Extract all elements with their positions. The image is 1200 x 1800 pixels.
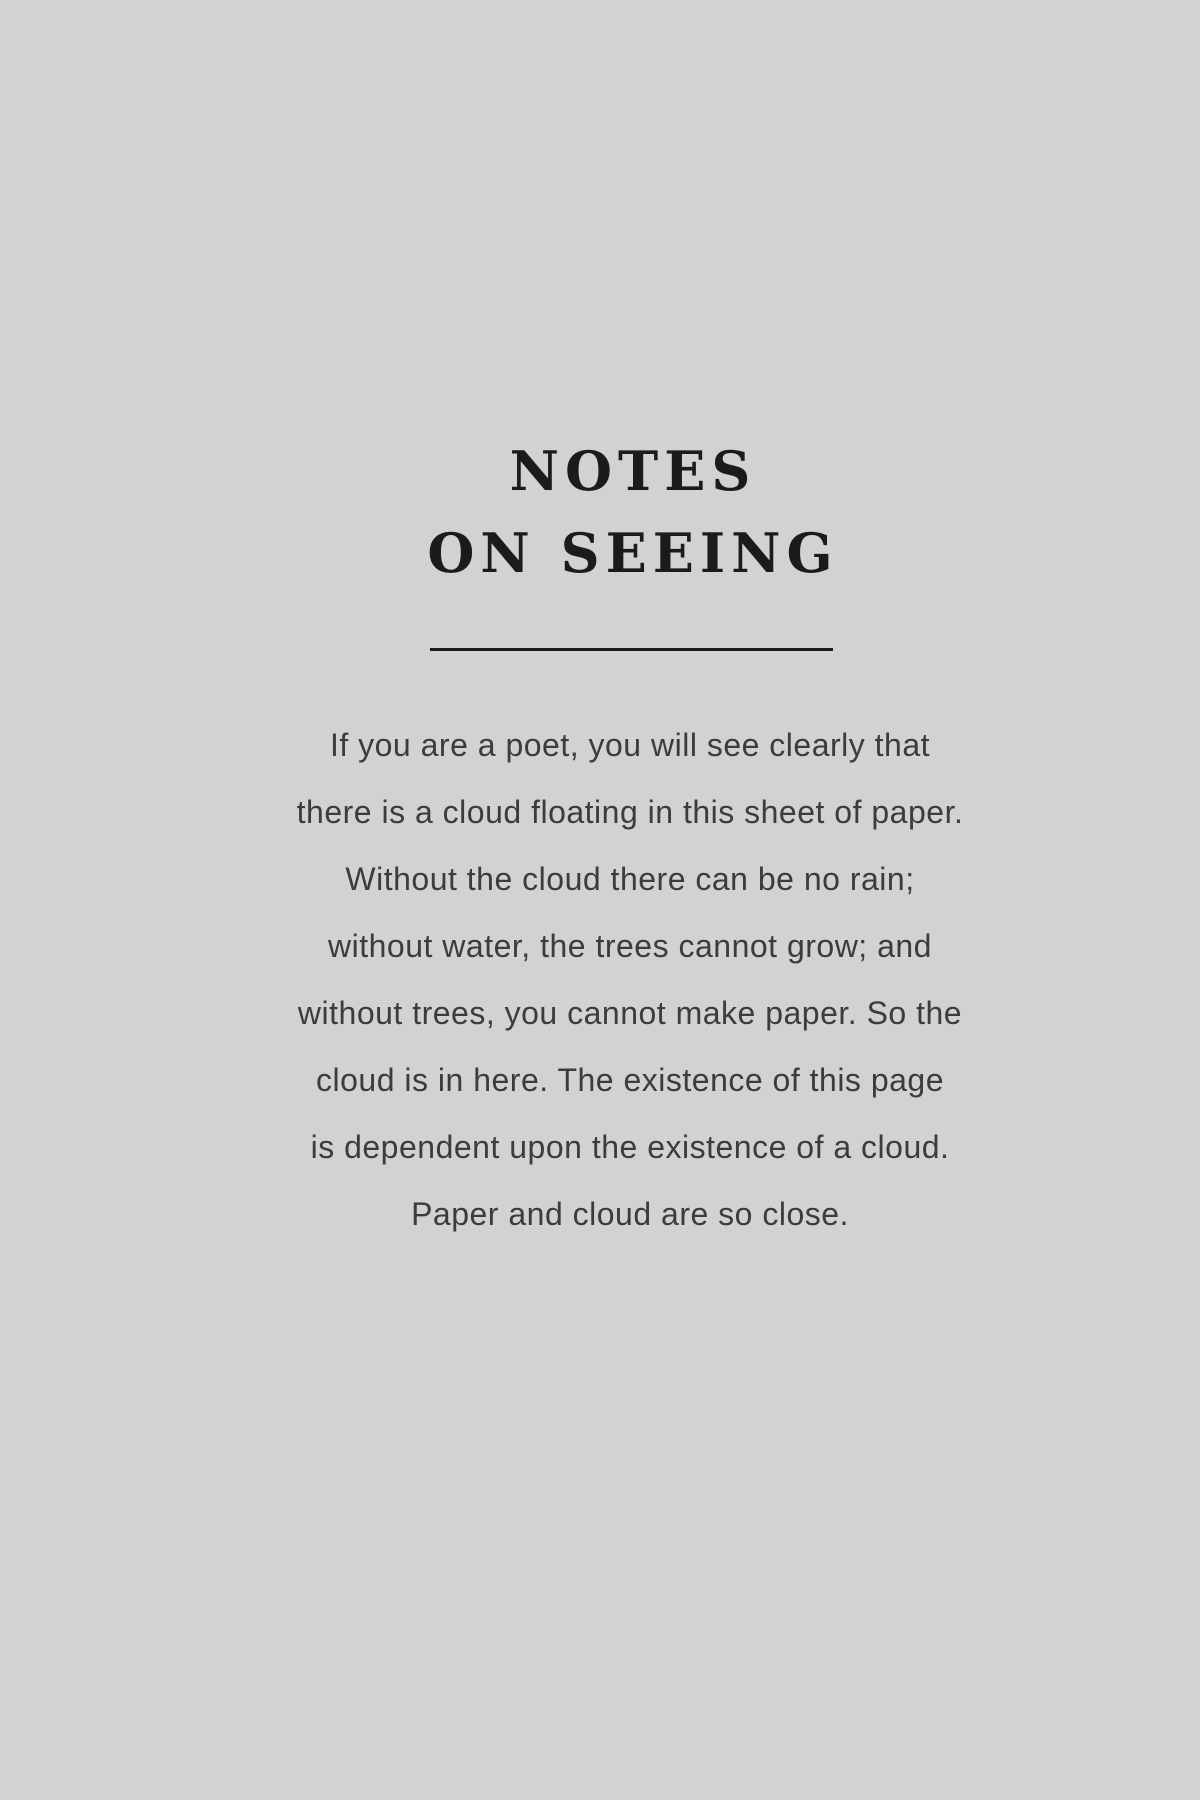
quote-line: there is a cloud floating in this sheet of paper. [296,794,964,830]
quote-line: without water, the trees cannot grow; and [328,928,932,964]
quote-line: without trees, you cannot make paper. So the [297,995,963,1031]
quote-line: Paper and cloud are so close. [411,1196,849,1232]
quote-line: is dependent upon the existence of a cloud. [310,1129,950,1165]
title-divider-rule [430,648,833,651]
quote-line: Without the cloud there can be no rain; [345,861,915,897]
page-title-line-2: ON SEEING [427,521,839,585]
page-title-line-1: NOTES [509,439,757,503]
quote-line: cloud is in here. The existence of this page [316,1062,944,1098]
quote-paragraph [60,712,1200,1248]
page-title [60,430,1200,594]
quote-line: If you are a poet, you will see clearly that [329,727,931,763]
